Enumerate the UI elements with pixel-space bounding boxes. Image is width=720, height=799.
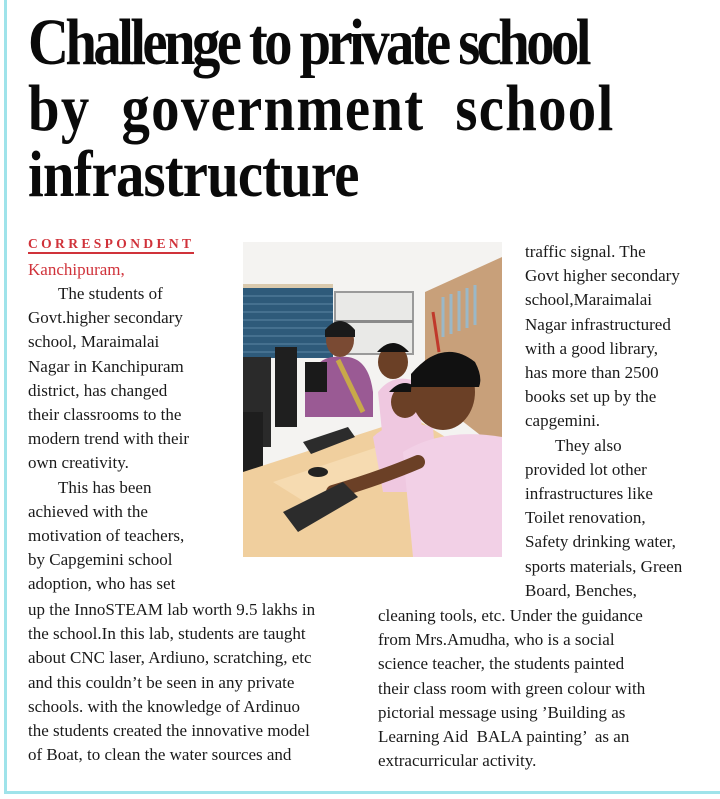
headline-line-2: by government school — [28, 72, 615, 145]
body-line: extracurricular activity. — [378, 751, 537, 771]
body-line: books set up by the — [525, 387, 657, 407]
body-line: own creativity. — [28, 453, 129, 473]
body-line: Safety drinking water, — [525, 532, 676, 552]
body-column-left — [28, 282, 238, 597]
page-border-left — [4, 0, 7, 792]
body-column-right — [525, 240, 715, 603]
body-line: Govt.higher secondary — [28, 308, 183, 328]
body-line: achieved with the — [28, 501, 148, 521]
body-line: They also — [555, 435, 622, 455]
body-line: pictorial message using ’Building as — [378, 702, 626, 722]
body-line: traffic signal. The — [525, 242, 646, 261]
body-line: Learning Aid BALA painting’ as an — [378, 727, 630, 747]
headline-line-1: Challenge to private school — [28, 6, 588, 79]
body-line: capgemini. — [525, 411, 601, 431]
body-line: science teacher, the students painted — [378, 654, 625, 674]
body-line: the students created the innovative model — [28, 721, 310, 741]
body-line: cleaning tools, etc. Under the guidance — [378, 606, 643, 625]
students-computer-lab-illustration — [243, 242, 502, 557]
body-line: adoption, who has set — [28, 574, 176, 594]
byline: CORRESPONDENT — [28, 236, 194, 254]
body-line: school,Maraimalai — [525, 290, 652, 310]
body-line: provided lot other — [525, 459, 647, 479]
body-line: with a good library, — [525, 338, 658, 358]
body-line: Nagar infrastructured — [525, 314, 671, 334]
body-column-bottom-left — [28, 598, 373, 767]
body-column-bottom-right — [378, 604, 713, 773]
body-line: has more than 2500 — [525, 363, 659, 383]
body-line: sports materials, Green — [525, 556, 683, 576]
body-line: Board, Benches, — [525, 580, 637, 600]
body-line: school, Maraimalai — [28, 332, 160, 352]
body-line: infrastructures like — [525, 484, 653, 504]
body-line: modern trend with their — [28, 429, 189, 449]
body-line: Toilet renovation, — [525, 508, 646, 528]
body-line: motivation of teachers, — [28, 526, 185, 546]
headline-line-3: infrastructure — [28, 138, 359, 211]
body-line: by Capgemini school — [28, 550, 173, 570]
body-line: The students of — [58, 284, 163, 303]
article-photo — [243, 242, 502, 557]
body-line: Nagar in Kanchipuram — [28, 356, 184, 376]
body-line: about CNC laser, Ardiuno, scratching, etc — [28, 648, 312, 668]
body-line: up the InnoSTEAM lab worth 9.5 lakhs in — [28, 600, 316, 619]
body-line: schools. with the knowledge of Ardinuo — [28, 696, 300, 716]
body-line: and this couldn’t be seen in any private — [28, 672, 295, 692]
body-line: the school.In this lab, students are taught — [28, 624, 306, 644]
body-line: This has been — [58, 477, 152, 497]
body-line: their class room with green colour with — [378, 678, 646, 698]
body-line: Govt higher secondary — [525, 266, 680, 286]
body-line: of Boat, to clean the water sources and — [28, 745, 292, 765]
page-border-bottom — [4, 791, 720, 794]
dateline: Kanchipuram, — [28, 260, 125, 279]
headline — [28, 6, 708, 211]
body-line: their classrooms to the — [28, 405, 182, 425]
body-line: from Mrs.Amudha, who is a social — [378, 630, 615, 650]
body-line: district, has changed — [28, 380, 168, 400]
